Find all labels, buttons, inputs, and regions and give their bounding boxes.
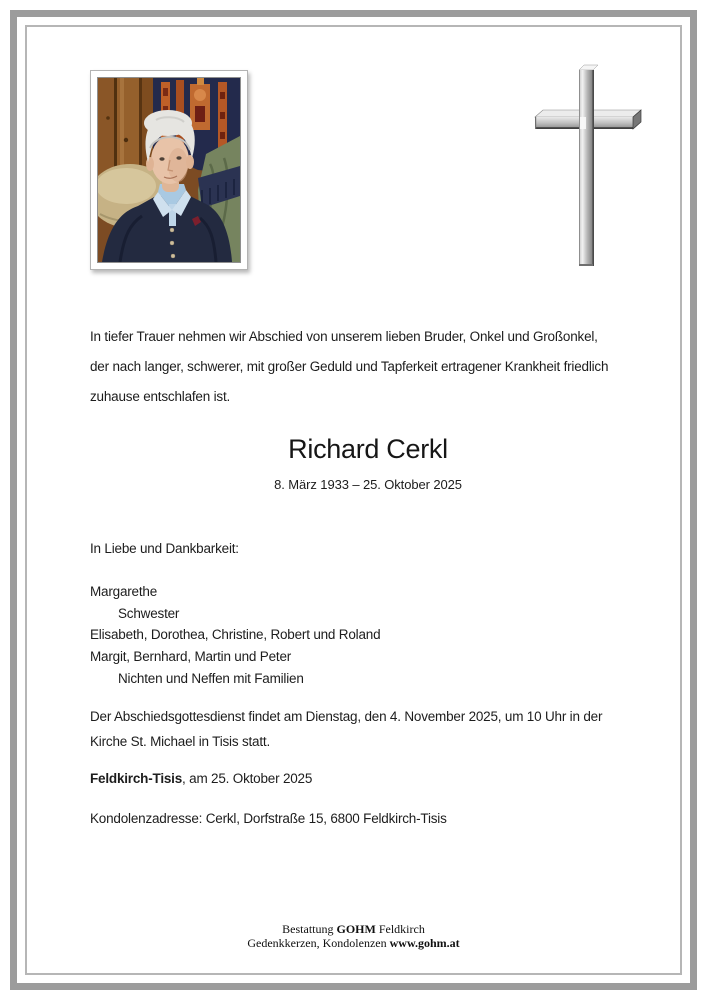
funeral-home-line: [0, 922, 707, 936]
intro-line-1: In tiefer Trauer nehmen wir Abschied von unserem lieben Bruder, Onkel und Großonkel,: [90, 329, 598, 344]
dateline: [90, 771, 312, 786]
intro-line-3: zuhause entschlafen ist.: [90, 389, 231, 404]
family-member-names: Margit, Bernhard, Martin und Peter: [90, 649, 292, 665]
deceased-name: Richard Cerkl: [288, 434, 448, 464]
life-dates: 8. März 1933 – 25. Oktober 2025: [274, 477, 462, 492]
dateline-place: Feldkirch-Tisis: [90, 771, 183, 786]
condolence-links-line: [0, 936, 707, 950]
portrait-illustration: [98, 78, 240, 262]
footer-text: Bestattung: [282, 922, 337, 936]
family-member-relation: Nichten und Neffen mit Familien: [118, 670, 304, 686]
intro-line-2: der nach langer, schwerer, mit großer Geduld und Tapferkeit ertragener Krankheit friedlich: [90, 359, 609, 374]
funeral-home-name: GOHM: [336, 922, 376, 936]
funeral-home-footer: [0, 922, 707, 950]
condolence-address: Kondolenzadresse: Cerkl, Dorfstraße 15, 6800 Feldkirch-Tisis: [90, 811, 447, 826]
intro-paragraph: [90, 322, 608, 412]
family-member-names: Elisabeth, Dorothea, Christine, Robert und Roland: [90, 627, 381, 643]
footer-text: Gedenkkerzen, Kondolenzen: [247, 936, 390, 950]
family-list: [90, 581, 380, 690]
family-member-relation: Schwester: [118, 605, 180, 621]
portrait-photo-frame: [90, 70, 248, 270]
funeral-home-url: www.gohm.at: [389, 936, 460, 950]
service-line-1: Der Abschiedsgottesdienst findet am Dienstag, den 4. November 2025, um 10 Uhr in der: [90, 709, 603, 724]
service-paragraph: [90, 705, 602, 754]
family-heading: In Liebe und Dankbarkeit:: [90, 541, 239, 556]
service-line-2: Kirche St. Michael in Tisis statt.: [90, 733, 271, 749]
portrait-photo: [97, 77, 241, 263]
footer-text: Feldkirch: [375, 922, 425, 936]
memorial-cross-icon: [534, 64, 642, 268]
dateline-date: , am 25. Oktober 2025: [182, 771, 313, 786]
family-member-name: Margarethe: [90, 584, 158, 599]
